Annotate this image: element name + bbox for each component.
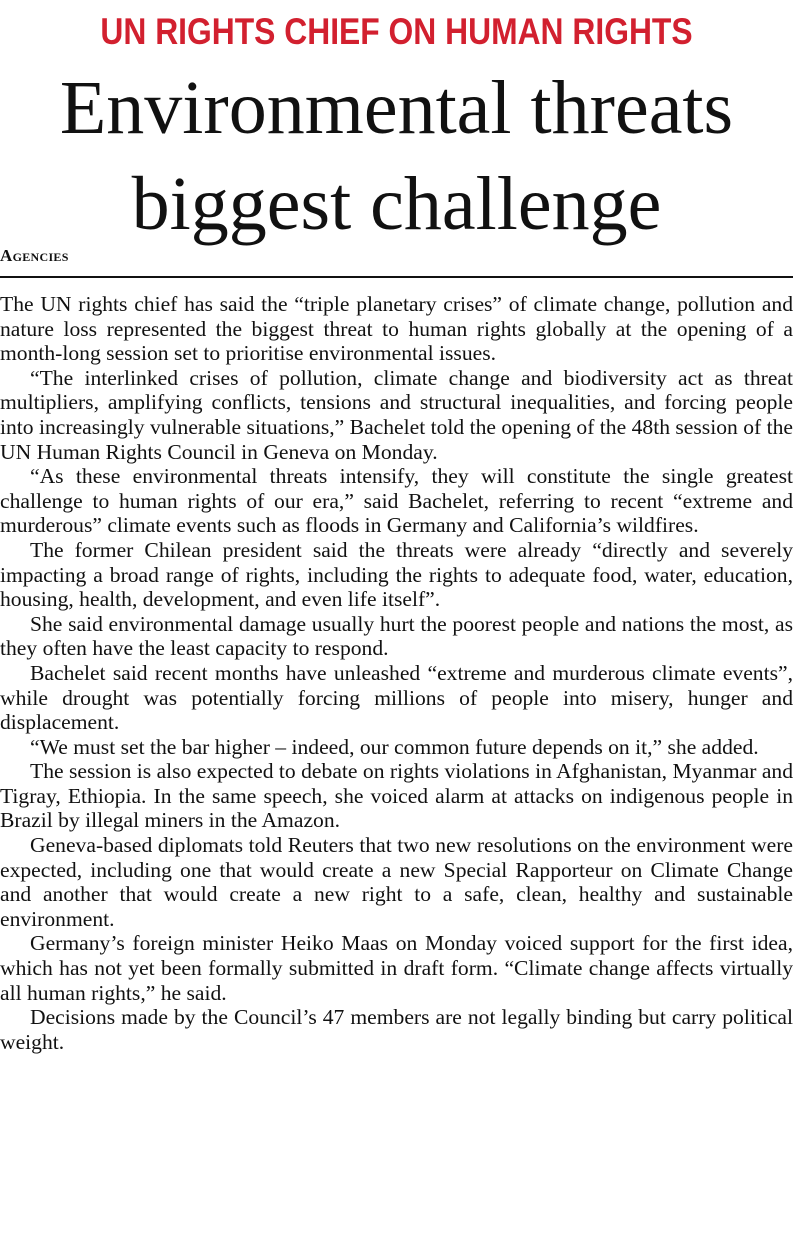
paragraph: Germany’s foreign minister Heiko Maas on Monday voiced support for the first idea, which has not yet been formally submitted in draft form. “Climate change affects virtually all human rights,” he said.: [0, 931, 793, 1005]
article-headline: [0, 60, 793, 252]
paragraph: Geneva-based diplomats told Reuters that two new resolutions on the environment were expected, including one that would create a new Special Rapporteur on Climate Change and another that would create a new right to a safe, clean, healthy and sustainable environment.: [0, 833, 793, 931]
article-body: [0, 292, 793, 1054]
byline-divider: [0, 276, 793, 278]
kicker-heading: UN RIGHTS CHIEF ON HUMAN RIGHTS: [100, 11, 693, 52]
paragraph: Bachelet said recent months have unleashed “extreme and murderous climate events”, while drought was potentially forcing millions of people into misery, hunger and displacement.: [0, 660, 793, 735]
headline-line-2: biggest challenge: [131, 162, 662, 246]
paragraph: “We must set the bar higher – indeed, our common future depends on it,” she added.: [30, 734, 759, 759]
paragraph: Decisions made by the Council’s 47 members are not legally binding but carry political weight.: [0, 1005, 793, 1054]
paragraph: “The interlinked crises of pollution, climate change and biodiversity act as threat multipliers, amplifying conflicts, tensions and structural inequalities, and forcing people into increasingly vulnerable situations,” Bachelet told the opening of the 48th session of the UN Human Rights Council in Geneva on Monday.: [0, 365, 793, 464]
paragraph: The former Chilean president said the threats were already “directly and severely impacting a broad range of rights, including the rights to adequate food, water, education, housing, health, development, and even life itself”.: [0, 537, 793, 612]
byline: Agencies: [0, 246, 69, 265]
paragraph: The UN rights chief has said the “triple planetary crises” of climate change, pollution and nature loss represented the biggest threat to human rights globally at the opening of a month-long session set to prioritise environmental issues.: [0, 292, 793, 366]
paragraph: The session is also expected to debate on rights violations in Afghanistan, Myanmar and Tigray, Ethiopia. In the same speech, she voiced alarm at attacks on indigenous people in Brazil by illegal miners in the Amazon.: [0, 759, 793, 833]
headline-line-1: Environmental threats: [59, 66, 734, 150]
paragraph: She said environmental damage usually hurt the poorest people and nations the most, as they often have the least capacity to respond.: [0, 611, 793, 661]
paragraph: “As these environmental threats intensify, they will constitute the single greatest challenge to human rights of our era,” said Bachelet, referring to recent “extreme and murderous” climate events such as floods in Germany and California’s wildfires.: [0, 464, 793, 538]
